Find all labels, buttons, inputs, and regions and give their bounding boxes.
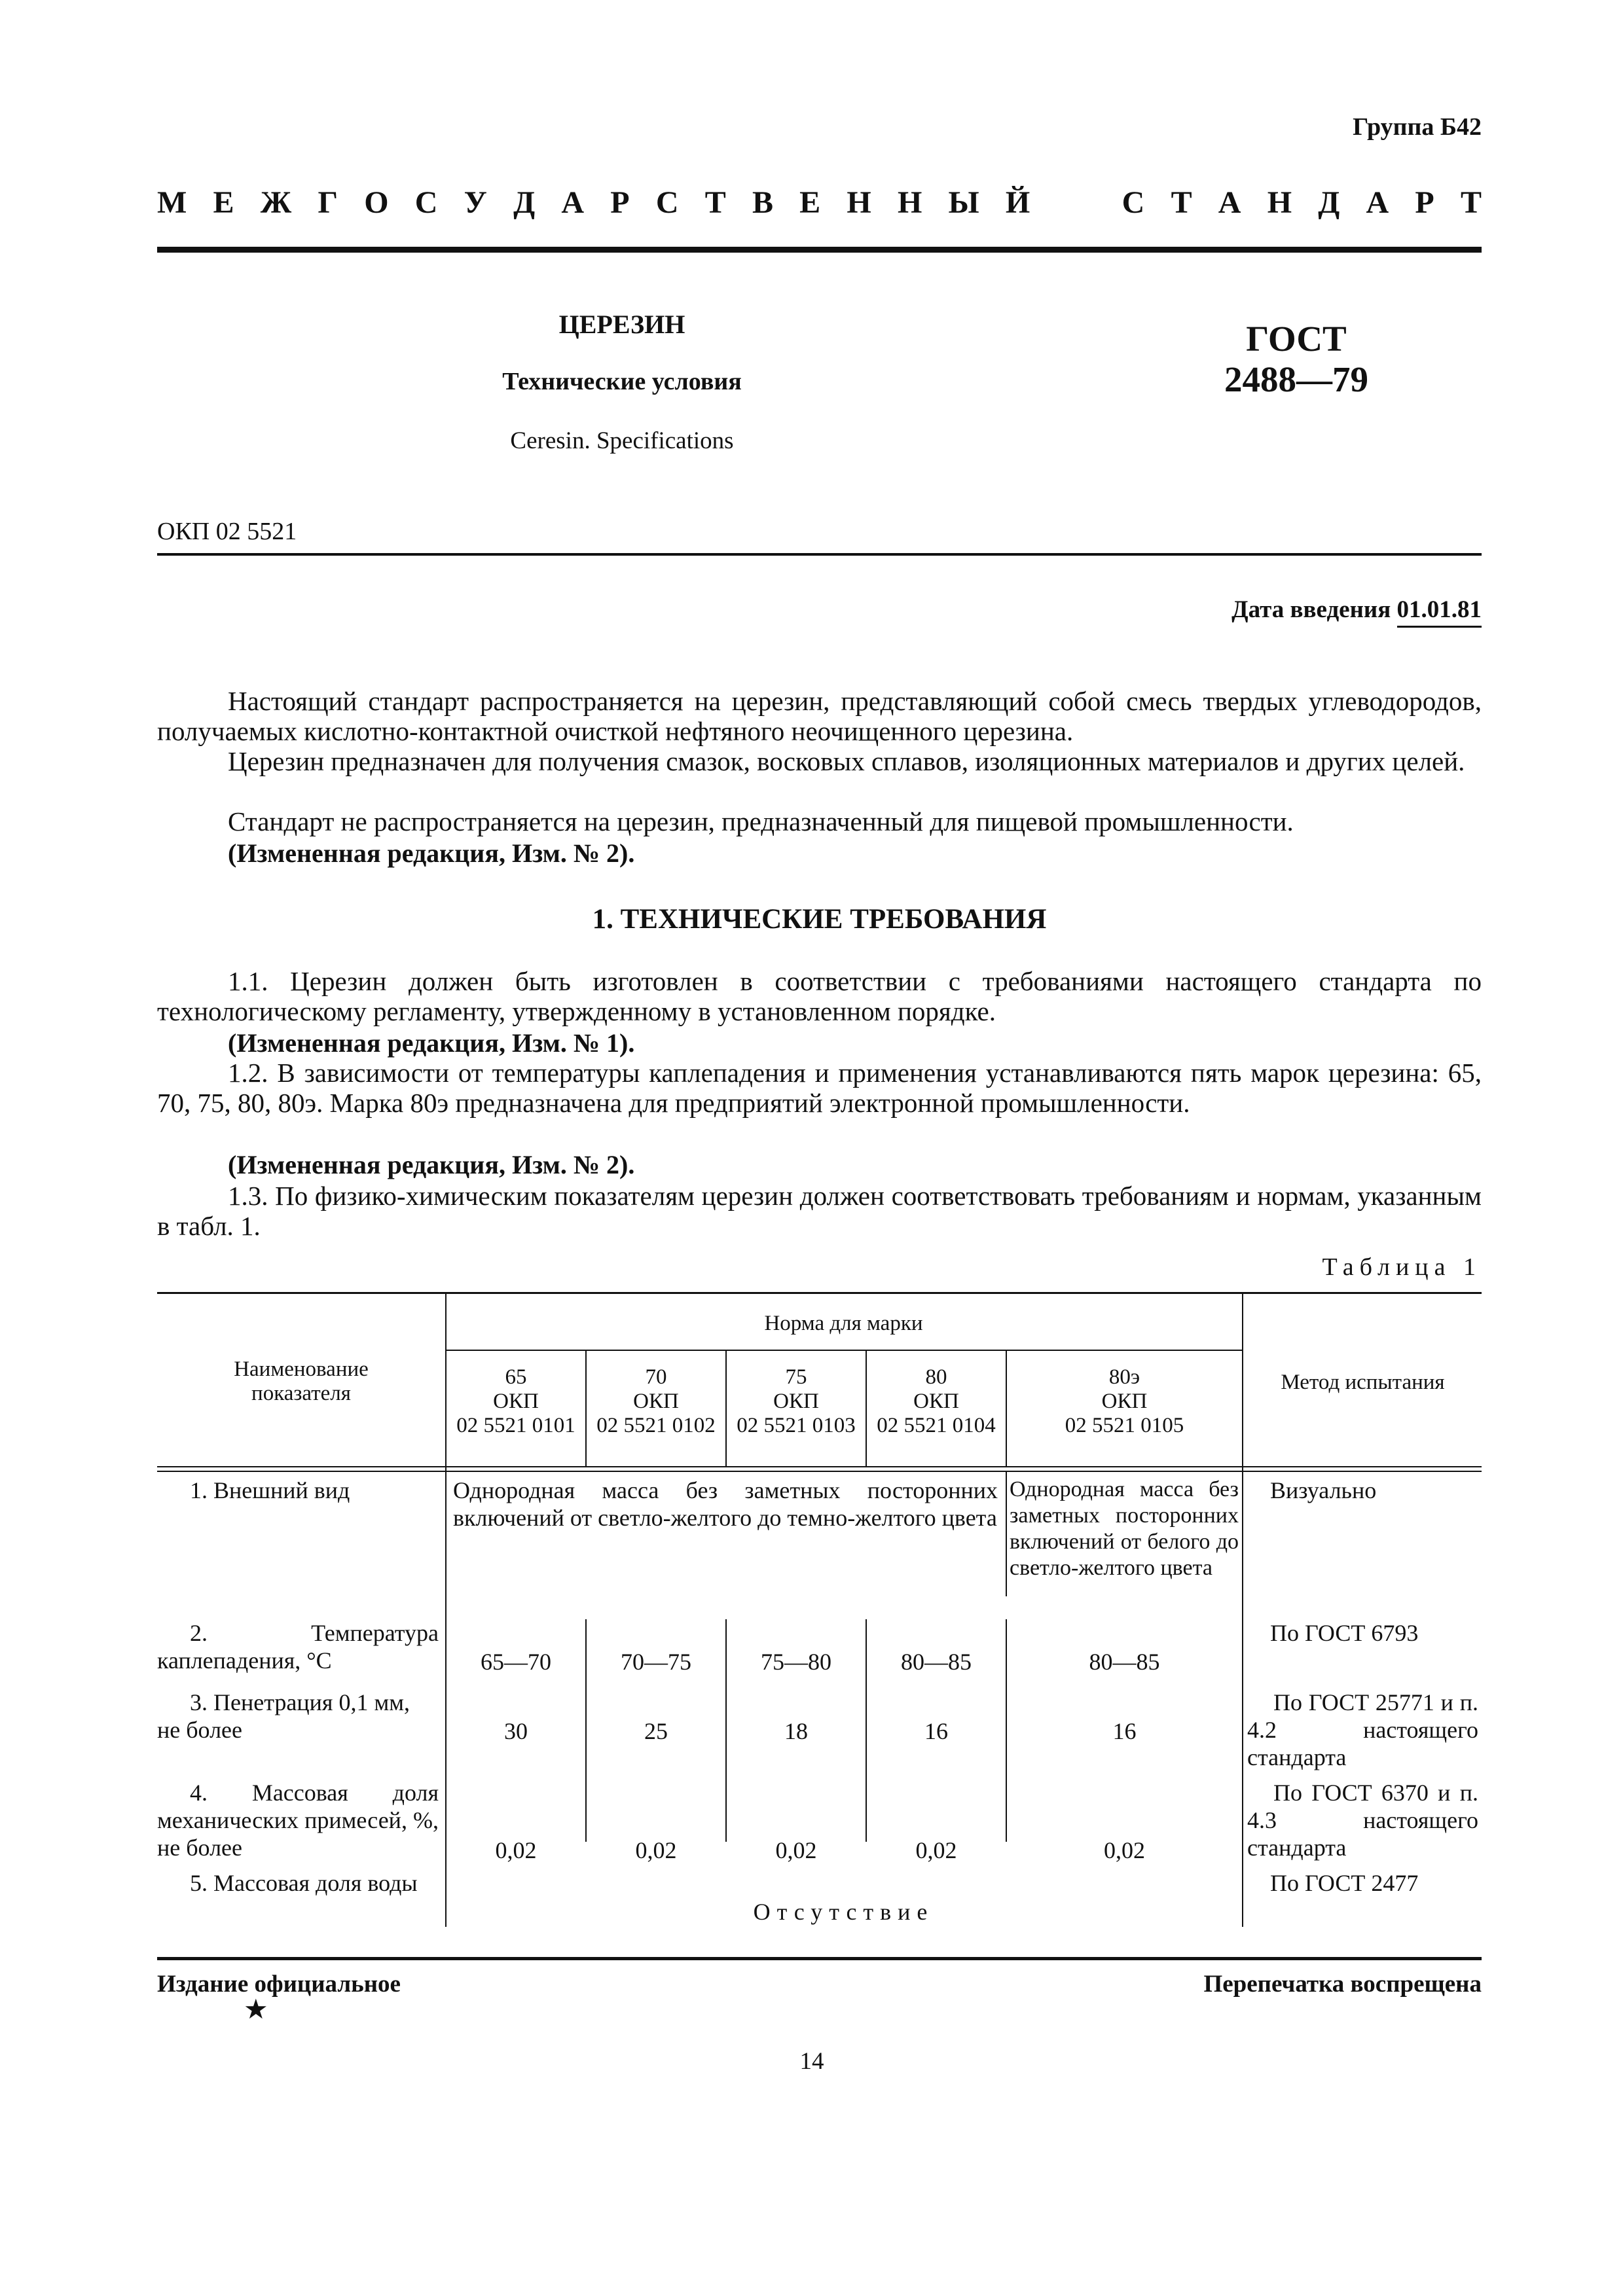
row-value: 75—80: [761, 1649, 831, 1675]
intro-paragraph: Церезин предназначен для получения смазок, восковых сплавов, изоляционных материалов и других целей.: [228, 746, 1465, 776]
row-test-method: По ГОСТ 6370 и п. 4.3 настоящего стандарта: [1247, 1780, 1478, 1861]
grade-okp-label: ОКП: [493, 1390, 539, 1413]
title-letter: Н: [897, 185, 922, 220]
interstate-standard-title: [157, 185, 1482, 221]
amendment-note: (Измененная редакция, Изм. № 2).: [228, 838, 635, 868]
title-letter: М: [157, 185, 187, 220]
title-letter: Г: [318, 185, 338, 220]
column-header-method: Метод испытания: [1281, 1371, 1445, 1394]
row-value-merged: Однородная масса без заметных посторонних включений от светло-желтого до темно-желтого цвета: [453, 1477, 998, 1531]
row-value: 80—85: [901, 1649, 972, 1675]
title-letter: С: [414, 185, 438, 220]
grade-header: [727, 1365, 866, 1438]
row-value: 70—75: [621, 1649, 691, 1675]
title-letter: С: [655, 185, 679, 220]
row-value: 80—85: [1089, 1649, 1160, 1675]
intro-paragraph: Настоящий стандарт распространяется на церезин, представляющий собой смесь твердых углеводородов, получаемых кислотно-контактной очисткой нефтяного неочищенного церезина.: [157, 686, 1482, 746]
grade-okp-code: 02 5521 0101: [456, 1414, 575, 1437]
clause-paragraph: 1.2. В зависимости от температуры каплепадения и применения устанавливаются пять марок церезина: 65, 70, 75, 80, 80э. Марка 80э предназначена для предприятий электронной промышленности.: [157, 1058, 1482, 1118]
grade-okp-code: 02 5521 0102: [596, 1414, 716, 1437]
grade-header: [587, 1365, 725, 1438]
introduction-date-value: 01.01.81: [1397, 596, 1482, 628]
title-letter: Р: [610, 185, 630, 220]
title-letter: Е: [799, 185, 821, 220]
grade-header: [447, 1365, 585, 1438]
title-letter: Н: [847, 185, 871, 220]
title-letter: У: [464, 185, 487, 220]
title-letter: Е: [213, 185, 234, 220]
row-test-method: По ГОСТ 25771 и п. 4.2 настоящего стандарта: [1247, 1689, 1478, 1770]
title-letter: Т: [1460, 185, 1482, 220]
footer-rule: [157, 1957, 1482, 1960]
grade-header: [867, 1365, 1006, 1438]
row-value: 0,02: [775, 1837, 817, 1863]
row-value: 25: [644, 1718, 668, 1744]
gost-number: 2488—79: [1224, 359, 1368, 399]
document-title: ЦЕРЕЗИН: [558, 310, 685, 339]
row-parameter-name: 5. Массовая доля воды: [190, 1870, 418, 1896]
table-column-rule: [1242, 1292, 1243, 1927]
grade-okp-code: 02 5521 0103: [737, 1414, 856, 1437]
title-letter: С: [1122, 185, 1145, 220]
grade-okp-label: ОКП: [773, 1390, 819, 1413]
row-value: 0,02: [495, 1837, 537, 1863]
title-letter: В: [752, 185, 773, 220]
specification-table: [157, 1292, 1482, 1927]
row-value: 18: [784, 1718, 808, 1744]
grade-label: 80э: [1108, 1365, 1140, 1389]
row-parameter-name: 4. Массовая доля механических примесей, %, не более: [157, 1780, 439, 1861]
table-top-rule: [157, 1292, 1482, 1294]
row-value-merged: Однородная масса без заметных посторонних включений от белого до светло-желтого цвета: [1010, 1477, 1239, 1580]
title-letter: Й: [1005, 185, 1030, 220]
title-letter: Н: [1267, 185, 1292, 220]
official-edition-label: Издание официальное: [157, 1971, 401, 1998]
row-test-method: По ГОСТ 2477: [1270, 1870, 1419, 1896]
introduction-date: [1231, 596, 1482, 624]
row-parameter-name: 1. Внешний вид: [190, 1477, 350, 1503]
star-icon: ★: [244, 1995, 268, 2025]
grade-okp-code: 02 5521 0105: [1065, 1414, 1184, 1437]
header-rule: [157, 247, 1482, 253]
table-header-bottom-rule: [157, 1466, 1482, 1467]
title-letter: Т: [1171, 185, 1192, 220]
row-parameter-name: 3. Пенетрация 0,1 мм, не более: [157, 1689, 410, 1743]
clause-paragraph: 1.1. Церезин должен быть изготовлен в соответствии с требованиями настоящего стандарта по технологическому регламенту, утвержденному в установленном порядке.: [157, 966, 1482, 1026]
okp-rule: [157, 553, 1482, 556]
row-parameter-name: 2. Температура каплепадения, °С: [157, 1620, 439, 1674]
grade-label: 80: [925, 1365, 947, 1389]
grade-label: 70: [645, 1365, 667, 1389]
title-letter: О: [364, 185, 389, 220]
row-value: 0,02: [1104, 1837, 1145, 1863]
table-header-rule: [445, 1350, 1242, 1351]
row-value-merged: Отсутствие: [753, 1899, 934, 1925]
row-value: 0,02: [635, 1837, 677, 1863]
grade-label: 75: [785, 1365, 807, 1389]
clause-paragraph: 1.3. По физико-химическим показателям церезин должен соответствовать требованиям и нормам, указанным в табл. 1.: [157, 1181, 1482, 1241]
document-subtitle: Технические условия: [502, 368, 742, 395]
group-label: Группа Б42: [1353, 113, 1482, 141]
title-letter: Ж: [260, 185, 292, 220]
amendment-note: (Измененная редакция, Изм. № 2).: [228, 1150, 635, 1179]
reprint-prohibited-label: Перепечатка воспрещена: [1203, 1971, 1482, 1998]
table-caption: Таблица 1: [1322, 1253, 1482, 1281]
title-letter: Д: [513, 185, 536, 220]
title-word-gap: [1056, 185, 1095, 221]
page-number: 14: [799, 2048, 824, 2075]
title-letter: Т: [704, 185, 726, 220]
title-letter: Д: [1318, 185, 1340, 220]
grade-label: 65: [505, 1365, 527, 1389]
row-value: 16: [924, 1718, 948, 1744]
row-value: 65—70: [481, 1649, 551, 1675]
row-value: 16: [1112, 1718, 1137, 1744]
grade-okp-code: 02 5521 0104: [877, 1414, 996, 1437]
table-header-bottom-rule: [157, 1471, 1482, 1472]
row-test-method: По ГОСТ 6793: [1270, 1620, 1419, 1646]
column-header-parameter: Наименование показателя: [234, 1357, 369, 1405]
column-header-norm: Норма для марки: [764, 1312, 923, 1335]
row-value: 0,02: [915, 1837, 957, 1863]
okp-code: ОКП 02 5521: [157, 518, 297, 545]
amendment-note: (Измененная редакция, Изм. № 1).: [228, 1028, 635, 1058]
grade-header: [1007, 1365, 1242, 1438]
grade-okp-label: ОКП: [913, 1390, 959, 1413]
row-test-method: Визуально: [1270, 1477, 1377, 1503]
introduction-date-label: Дата введения: [1231, 596, 1391, 623]
grade-okp-label: ОКП: [633, 1390, 679, 1413]
intro-paragraph: Стандарт не распространяется на церезин, предназначенный для пищевой промышленности.: [228, 806, 1294, 836]
title-letter: А: [561, 185, 585, 220]
grade-okp-label: ОКП: [1101, 1390, 1148, 1413]
table-column-rule: [1006, 1472, 1007, 1596]
title-letter: Ы: [948, 185, 979, 220]
title-letter: А: [1218, 185, 1241, 220]
gost-label: ГОСТ: [1246, 319, 1347, 359]
title-letter: А: [1366, 185, 1389, 220]
title-letter: Р: [1415, 185, 1434, 220]
row-value: 30: [504, 1718, 528, 1744]
section-heading: 1. ТЕХНИЧЕСКИЕ ТРЕБОВАНИЯ: [592, 904, 1047, 935]
document-title-english: Ceresin. Specifications: [510, 427, 734, 454]
